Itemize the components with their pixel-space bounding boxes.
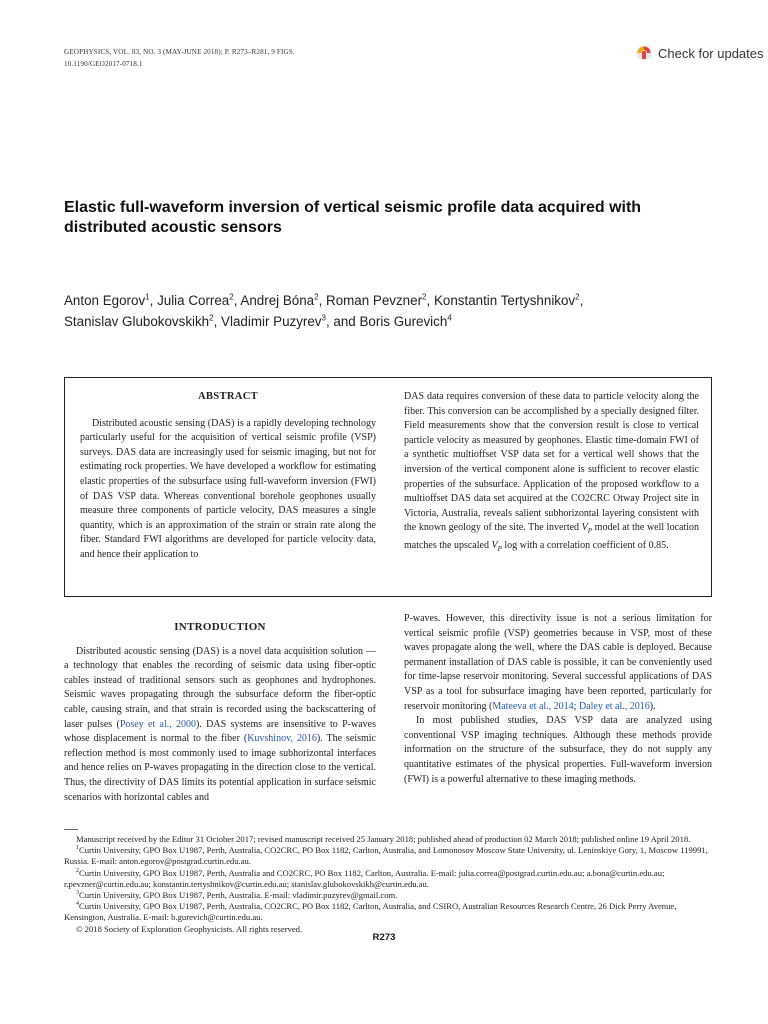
footnote-number: 1 — [76, 845, 79, 852]
affiliation-footnote — [64, 868, 714, 890]
check-updates-icon — [636, 45, 652, 61]
affiliation-footnote — [64, 845, 714, 867]
body-text: ). DAS systems are insensitive to P-waves whose displacement is normal to the fiber ( — [64, 718, 376, 745]
vp-letter: V — [491, 539, 498, 551]
affiliation-footnote — [64, 890, 714, 901]
body-text: ). — [649, 700, 656, 712]
abstract-text: model at the well location matches the upscaled — [404, 522, 700, 551]
author-affiliation: 2 — [229, 292, 234, 302]
journal-header — [64, 46, 295, 70]
author-affiliation: 1 — [145, 292, 150, 302]
footnote-divider — [64, 829, 78, 830]
vp-subscript: P — [497, 544, 502, 553]
author-affiliation: 2 — [314, 292, 319, 302]
author-name: Vladimir Puzyrev — [221, 314, 322, 329]
author-name: Konstantin Tertyshnikov — [433, 293, 576, 308]
author-affiliation: 2 — [575, 292, 580, 302]
author-name: Roman Pevzner — [326, 293, 423, 308]
abstract-paragraph: Distributed acoustic sensing (DAS) is a rapidly developing technology particularly useful for the acquisition of vertical seismic profile (VSP) surveys. DAS data are increasingly used for seismic imaging, but not for estimating rock properties. We have developed a workflow for estimating elastic properties of the subsurface using full-waveform inversion (FWI) of DAS VSP data. Whereas conventional borehole geophones usually measure three components of particle velocity, DAS measures a single quantity, which is an approximation of the strain or strain rate along the fiber. Standard FWI algorithms are developed for particle velocity data, and hence their application to — [80, 417, 376, 560]
page-number: R273 — [372, 932, 396, 943]
citation-link[interactable]: Mateeva et al., 2014 — [492, 700, 574, 712]
affiliation-text: Curtin University, GPO Box U1987, Perth, Australia. E-mail: vladimir.puzyrev@gmail.com. — [79, 890, 398, 901]
doi[interactable]: 10.1190/GEO2017-0718.1 — [64, 60, 143, 68]
introduction-paragraph — [64, 645, 376, 806]
check-for-updates-button[interactable] — [636, 40, 768, 66]
abstract-right-column — [404, 390, 699, 557]
abstract-paragraph-continued — [404, 390, 699, 557]
vp-symbol — [491, 540, 501, 551]
abstract-text: log with a correlation coefficient of 0.85. — [501, 539, 669, 551]
author-name: Anton Egorov — [64, 293, 146, 308]
vp-letter: V — [581, 522, 588, 534]
introduction-paragraph: In most published studies, DAS VSP data are analyzed using conventional VSP imaging techniques. Although these methods provide information on the structure of the subsurface, they do not supply any quantitative estimates of the physical properties. Full-waveform inversion (FWI) is a powerful alternative to these imaging methods. — [404, 715, 712, 785]
introduction-paragraph-continued — [404, 612, 712, 714]
author-separator: , — [213, 314, 222, 329]
footnote-number: 2 — [76, 867, 79, 874]
affiliation-text: Curtin University, GPO Box U1987, Perth, Australia, CO2CRC, PO Box 1182, Carlton, Australia, and CSIRO, Australian Resources Research Centre, 26 Dick Perry Avenue, Kensington, Australia. E-mail: b.gurevich@curtin.edu.au. — [64, 901, 677, 923]
author-name: Stanislav Glubokovskikh — [64, 314, 210, 329]
copyright: © 2018 Society of Exploration Geophysicists. All rights reserved. — [76, 923, 303, 934]
author-separator: , and — [325, 314, 360, 329]
abstract-heading: ABSTRACT — [197, 391, 259, 402]
body-text: Distributed acoustic sensing (DAS) is a novel data acquisition solution — a technology that enables the recording of seismic data using fiber-optic cables instead of traditional sensors such as geophones and hydrophones. Seismic waves propagating through the subsurface deform the fiber-optic cable, causing strain, and that strain is recorded using the backscattering of laser pulses ( — [64, 645, 376, 730]
paper-title: Elastic full-waveform inversion of vertical seismic profile data acquired with distributed acoustic sensors — [64, 199, 642, 236]
author-name: Boris Gurevich — [359, 314, 448, 329]
author-separator: , — [318, 293, 327, 308]
citation-link[interactable]: Daley et al., 2016 — [578, 700, 650, 712]
manuscript-received: Manuscript received by the Editor 31 October 2017; revised manuscript received 25 January 2018; published ahead of production 02 March 2018; published online 19 April 2018. — [76, 834, 691, 844]
affiliation-text: Curtin University, GPO Box U1987, Perth, Australia, CO2CRC, PO Box 1182, Carlton, Australia, and Lomonosov Moscow State University, ul. Leninskiye Gory, 1, Moscow 119991, Russia. E-mail: anton.egorov@postgrad.curtin.edu.au. — [64, 845, 708, 867]
footnotes — [64, 834, 714, 935]
body-text: P-waves. However, this directivity issue is not a serious limitation for vertical seismic profile (VSP) geometries because in VSP, most of these waves propagate along the well, where the DAS cable is deployed. Because permanent installation of DAS cable is possible, it can be conveniently used for time-lapse reservoir monitoring. Several successful applications of DAS VSP as a tool for subsurface imaging have been reported, particularly for reservoir monitoring ( — [404, 613, 712, 712]
introduction-heading: INTRODUCTION — [174, 621, 266, 633]
author-separator: , — [426, 293, 434, 308]
author-separator: , — [149, 293, 158, 308]
check-for-updates-label: Check for updates — [658, 45, 764, 61]
vp-subscript: P — [587, 527, 593, 536]
introduction-left-column — [64, 620, 376, 805]
affiliation-text: Curtin University, GPO Box U1987, Perth, Australia and CO2CRC, PO Box 1182, Carlton, Australia. E-mail: julia.correa@postgrad.curtin.edu.au; a.bona@curtin.edu.au; r.pevzner@curtin.edu.au; konstantin.tertyshnikov@curtin.edu.au; stanislav.glubokovskikh@curtin.edu.au. — [64, 867, 665, 889]
author-name: Julia Correa — [157, 293, 230, 308]
body-text: ). The seismic reflection method is most commonly used to image subhorizontal interfaces and hence relies on P-waves propagating in the direction close to the vertical. Thus, the directivity of DAS limits its potential application in surface seismic scenarios with horizontal cables and — [64, 733, 376, 803]
citation-link[interactable]: Posey et al., 2000 — [119, 718, 197, 730]
journal-citation: GEOPHYSICS, VOL. 83, NO. 3 (MAY-JUNE 2018); P. R273–R281, 9 FIGS. — [64, 48, 295, 56]
author-list — [64, 290, 714, 332]
author-separator: , — [233, 293, 241, 308]
vp-symbol — [581, 522, 593, 536]
author-affiliation: 2 — [209, 313, 214, 323]
author-affiliation: 4 — [447, 313, 452, 323]
introduction-right-column — [404, 612, 712, 787]
author-affiliation: 3 — [321, 313, 326, 323]
citation-separator: ; — [573, 700, 579, 712]
author-separator: , — [579, 293, 584, 308]
footnote-number: 4 — [76, 901, 79, 908]
abstract-text: DAS data requires conversion of these data to particle velocity along the fiber. This conversion can be accomplished by a specially designed filter. Field measurements show that the conversion result is close to vertical particle velocity as measured by geophones. Elastic time-domain FWI of a synthetic multioffset VSP data set for a vertical well shows that the inversion of the vertical component alone is sufficient to recover elastic properties of the subsurface. Application of the proposed workflow to a multioffset DAS data set acquired at the CO2CRC Otway Project site in Victoria, Australia, reveals salient subhorizontal layering consistent with the known geology of the site. The inverted — [404, 391, 699, 534]
footnote-number: 3 — [76, 890, 79, 897]
author-name: Andrej Bóna — [240, 293, 315, 308]
citation-link[interactable]: Kuvshinov, 2016 — [247, 733, 317, 745]
author-affiliation: 2 — [422, 292, 427, 302]
affiliation-footnote — [64, 901, 714, 923]
abstract-left-column — [80, 390, 376, 563]
